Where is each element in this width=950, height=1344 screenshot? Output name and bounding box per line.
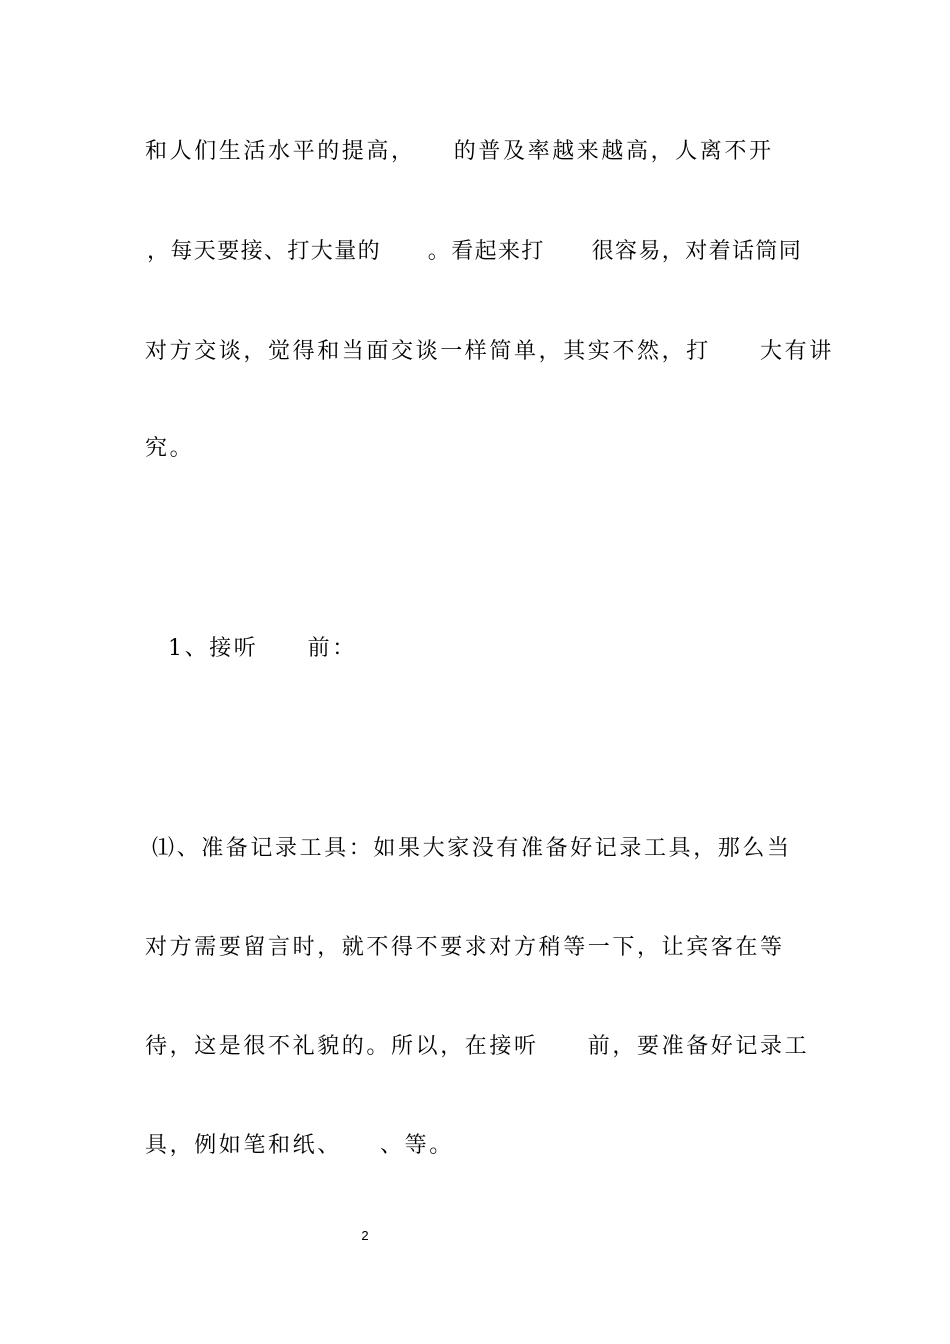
section-heading: 1、接听 前：	[168, 636, 357, 661]
paragraph-1-line-1: 和人们生活水平的提高， 的普及率越来越高，人离不开	[145, 139, 774, 164]
paragraph-2-line-3: 待，这是很不礼貌的。所以，在接听 前，要准备好记录工	[145, 1034, 810, 1059]
page-number: 2	[361, 1228, 369, 1243]
paragraph-1-line-4: 究。	[145, 436, 195, 461]
paragraph-2-line-1: ⑴、准备记录工具：如果大家没有准备好记录工具，那么当	[152, 836, 792, 861]
paragraph-1-line-3: 对方交谈，觉得和当面交谈一样简单，其实不然，打 大有讲	[145, 339, 834, 364]
paragraph-2-line-2: 对方需要留言时，就不得不要求对方稍等一下，让宾客在等	[145, 935, 785, 960]
paragraph-2-line-4: 具，例如笔和纸、 、等。	[145, 1133, 454, 1158]
paragraph-1-line-2: ，每天要接、打大量的 。看起来打 很容易，对着话筒同	[147, 239, 803, 264]
